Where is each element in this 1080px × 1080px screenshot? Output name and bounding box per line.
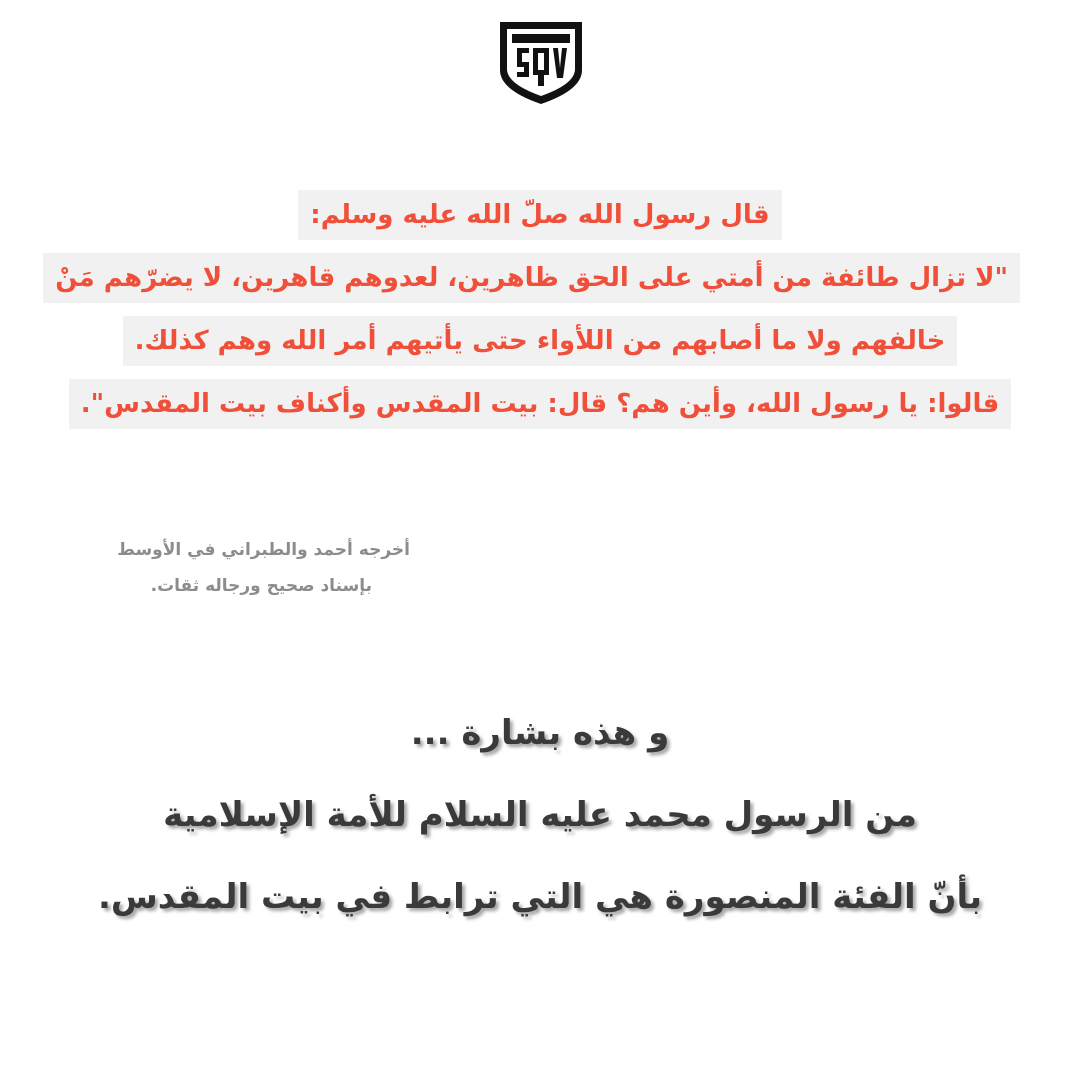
hadith-line: قال رسول الله صلّ الله عليه وسلم:: [298, 190, 781, 240]
main-message: [60, 702, 1020, 948]
source-line: بإسناد صحيح ورجاله ثقات.: [150, 576, 372, 596]
source-line: أخرجه أحمد والطبراني في الأوسط: [117, 540, 410, 560]
hadith-quote: [55, 190, 1020, 442]
hadith-line: قالوا: يا رسول الله، وأين هم؟ قال: بيت المقدس وأكناف بيت المقدس".: [69, 379, 1011, 429]
hadith-line: "لا تزال طائفة من أمتي على الحق ظاهرين، لعدوهم قاهرين، لا يضرّهم مَنْ: [43, 253, 1020, 303]
hadith-line: خالفهم ولا ما أصابهم من اللأواء حتى يأتيهم أمر الله وهم كذلك.: [123, 316, 958, 366]
sqv-shield-logo-icon: [498, 20, 584, 106]
message-line: و هذه بشارة ...: [410, 713, 670, 753]
message-line: بأنّ الفئة المنصورة هي التي ترابط في بيت المقدس.: [97, 877, 983, 917]
hadith-source: [40, 532, 410, 604]
message-line: من الرسول محمد عليه السلام للأمة الإسلامية: [163, 795, 917, 835]
